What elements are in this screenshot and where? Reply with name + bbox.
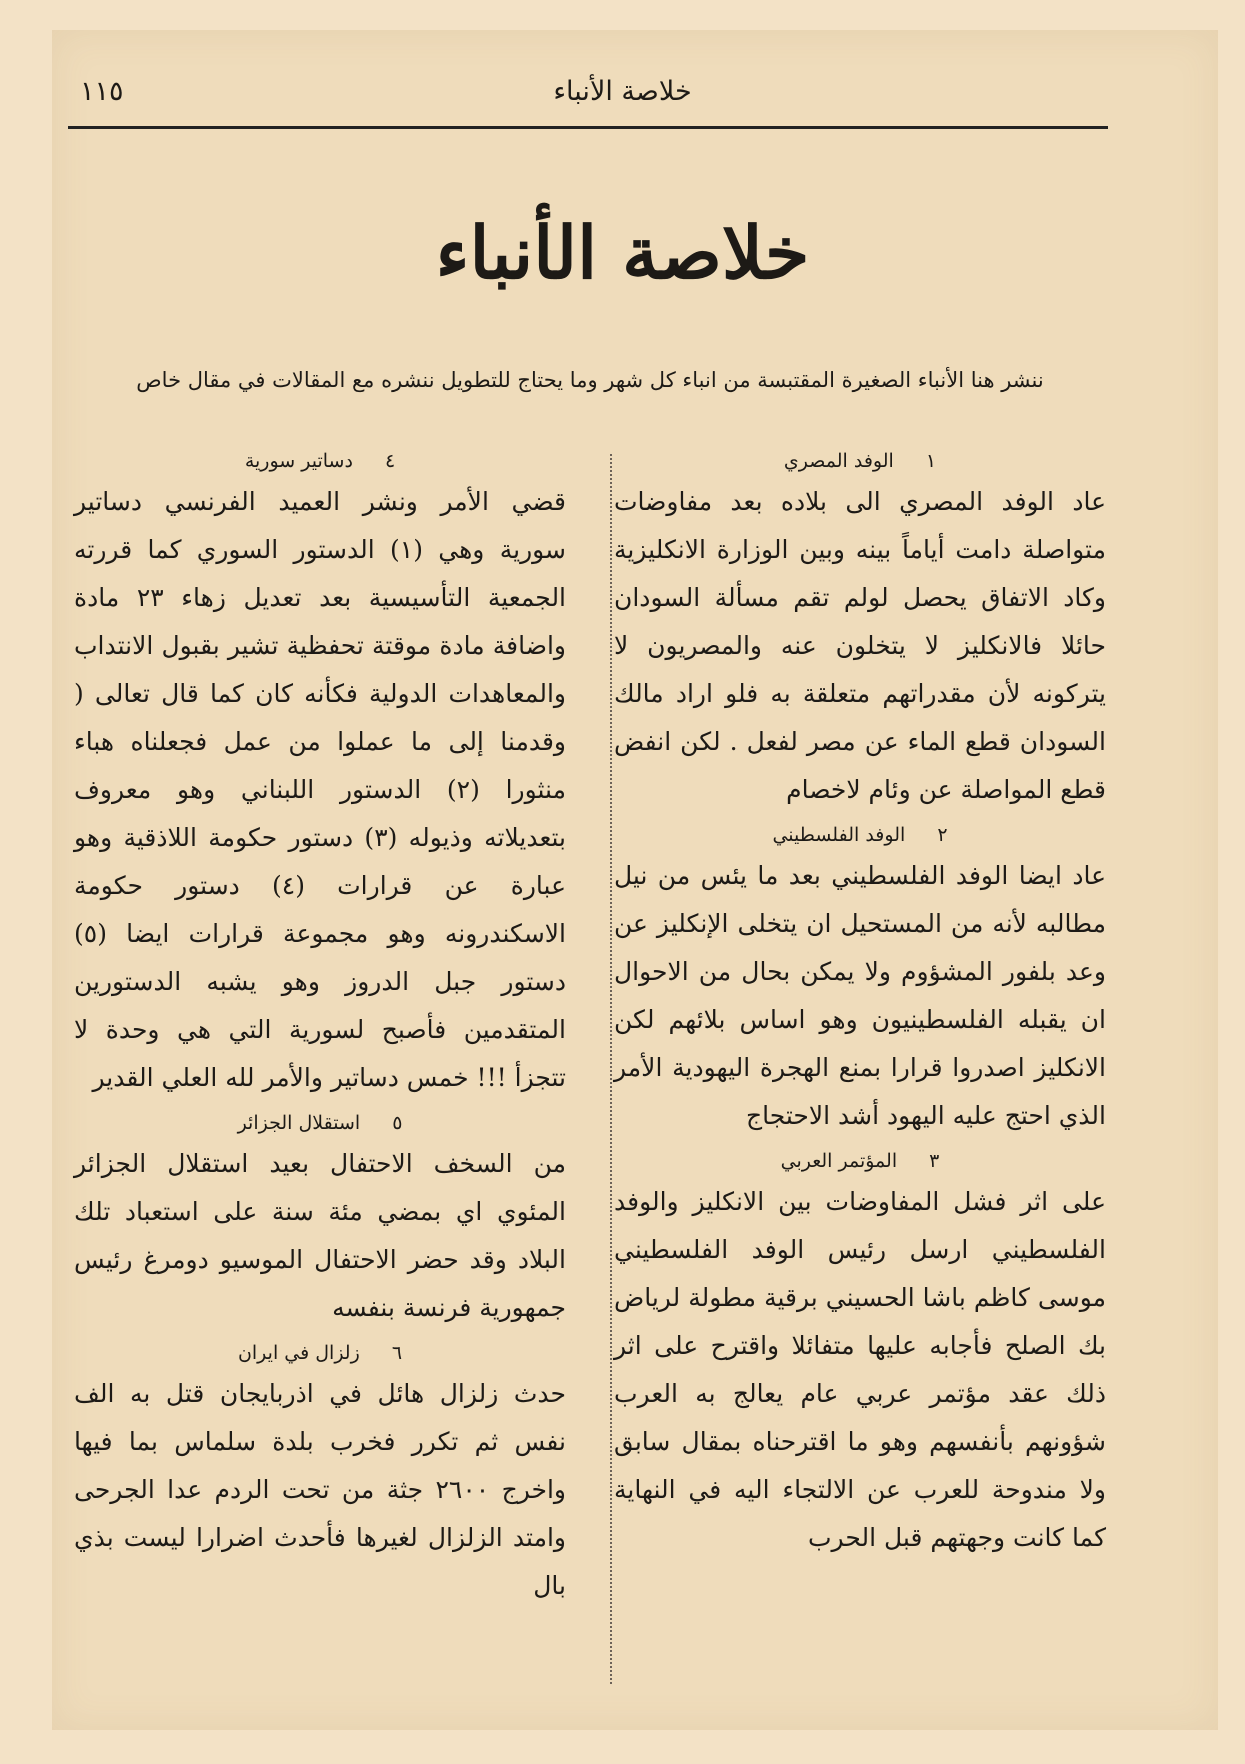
intro-note: ننشر هنا الأنباء الصغيرة المقتبسة من انباء كل شهر وما يحتاج للتطويل ننشره مع المقالات في مقال خاص <box>136 368 1044 392</box>
section-heading <box>74 444 566 478</box>
section-heading <box>614 818 1106 852</box>
section-title: زلزال في ايران <box>237 1342 360 1364</box>
section-body: عاد الوفد المصري الى بلاده بعد مفاوضات متواصلة دامت أياماً بينه وبين الوزارة الانكليزية وكاد الاتفاق يحصل لولم تقم مسألة السودان حائلا فالانكليز لا يتخلون عنه والمصريون لا يتركونه لأن مقدراتهم متعلقة به فلو اراد مالك السودان قطع الماء عن مصر لفعل . لكن انفض قطع المواصلة عن وئام لاخصام <box>614 487 1106 804</box>
column-divider <box>610 454 612 1684</box>
section-body: على اثر فشل المفاوضات بين الانكليز والوفد الفلسطيني ارسل رئيس الوفد الفلسطيني موسى كاظم باشا الحسيني برقية مطولة لرياض بك الصلح فأجابه عليها متفائلا واقترح على اثر ذلك عقد مؤتمر عربي عام يعالج به العرب شؤونهم بأنفسهم وهو ما اقترحناه بمقال سابق ولا مندوحة للعرب عن الالتجاء اليه في النهاية كما كانت وجهتهم قبل الحرب <box>614 1187 1106 1552</box>
section-heading <box>74 1106 566 1140</box>
section-number: ٥ <box>392 1112 403 1134</box>
header-rule <box>68 126 1108 129</box>
running-title: خلاصة الأنباء <box>553 76 692 107</box>
section-number: ١ <box>925 450 937 472</box>
article-columns <box>74 444 1106 1684</box>
section-heading <box>74 1336 566 1370</box>
left-column <box>74 444 566 1684</box>
page-number: ١١٥ <box>80 76 124 107</box>
section-title: دساتير سورية <box>244 450 353 472</box>
section-body: حدث زلزال هائل في اذربايجان قتل به الف نفس ثم تكرر فخرب بلدة سلماس بما فيها واخرج ٢٦٠٠ جثة من تحت الردم عدا الجرحى وامتد الزلزال لغيرها فأحدث اضرارا ليست بذي بال <box>74 1379 567 1600</box>
section-heading <box>614 1144 1106 1178</box>
section-body: عاد ايضا الوفد الفلسطيني بعد ما يئس من نيل مطالبه لأنه من المستحيل ان يتخلى الإنكليز عن وعد بلفور المشؤوم ولا يمكن بحال من الاحوال ان يقبله الفلسطينيون وهو اساس بلائهم لكن الانكليز اصدروا قرارا بمنع الهجرة اليهودية الأمر الذي احتج عليه اليهود أشد الاحتجاج <box>614 861 1106 1130</box>
section-number: ٣ <box>929 1150 940 1172</box>
section-title: الوفد المصري <box>783 450 894 472</box>
section-number: ٢ <box>937 824 948 846</box>
section-title: المؤتمر العربي <box>780 1150 898 1172</box>
section-body: من السخف الاحتفال بعيد استقلال الجزائر المئوي اي بمضي مئة سنة على استعباد تلك البلاد وقد حضر الاحتفال الموسيو دومرغ رئيس جمهورية فرنسة بنفسه <box>74 1149 566 1322</box>
section-number: ٤ <box>384 450 396 472</box>
section-title: استقلال الجزائر <box>237 1112 361 1134</box>
masthead-title: خلاصة الأنباء <box>435 210 810 295</box>
running-header <box>0 72 1245 116</box>
right-column <box>614 444 1106 1684</box>
section-title: الوفد الفلسطيني <box>772 824 906 846</box>
section-heading <box>614 444 1106 478</box>
section-number: ٦ <box>391 1342 403 1364</box>
section-body: قضي الأمر ونشر العميد الفرنسي دساتير سورية وهي (١) الدستور السوري كما قررته الجمعية التأسيسية بعد تعديل زهاء ٢٣ مادة واضافة مادة موقتة تحفظية تشير بقبول الانتداب والمعاهدات الدولية فكأنه كان كما قال تعالى ( وقدمنا إلى ما عملوا من عمل فجعلناه هباء منثورا (٢) الدستور اللبناني وهو معروف بتعديلاته وذيوله (٣) دستور حكومة اللاذقية وهو عبارة عن قرارات (٤) دستور حكومة الاسكندرونه وهو مجموعة قرارات ايضا (٥) دستور جبل الدروز وهو يشبه الدستورين المتقدمين فأصبح لسورية التي هي وحدة لا تتجزأ !!! خمس دساتير والأمر لله العلي القدير <box>74 487 567 1092</box>
